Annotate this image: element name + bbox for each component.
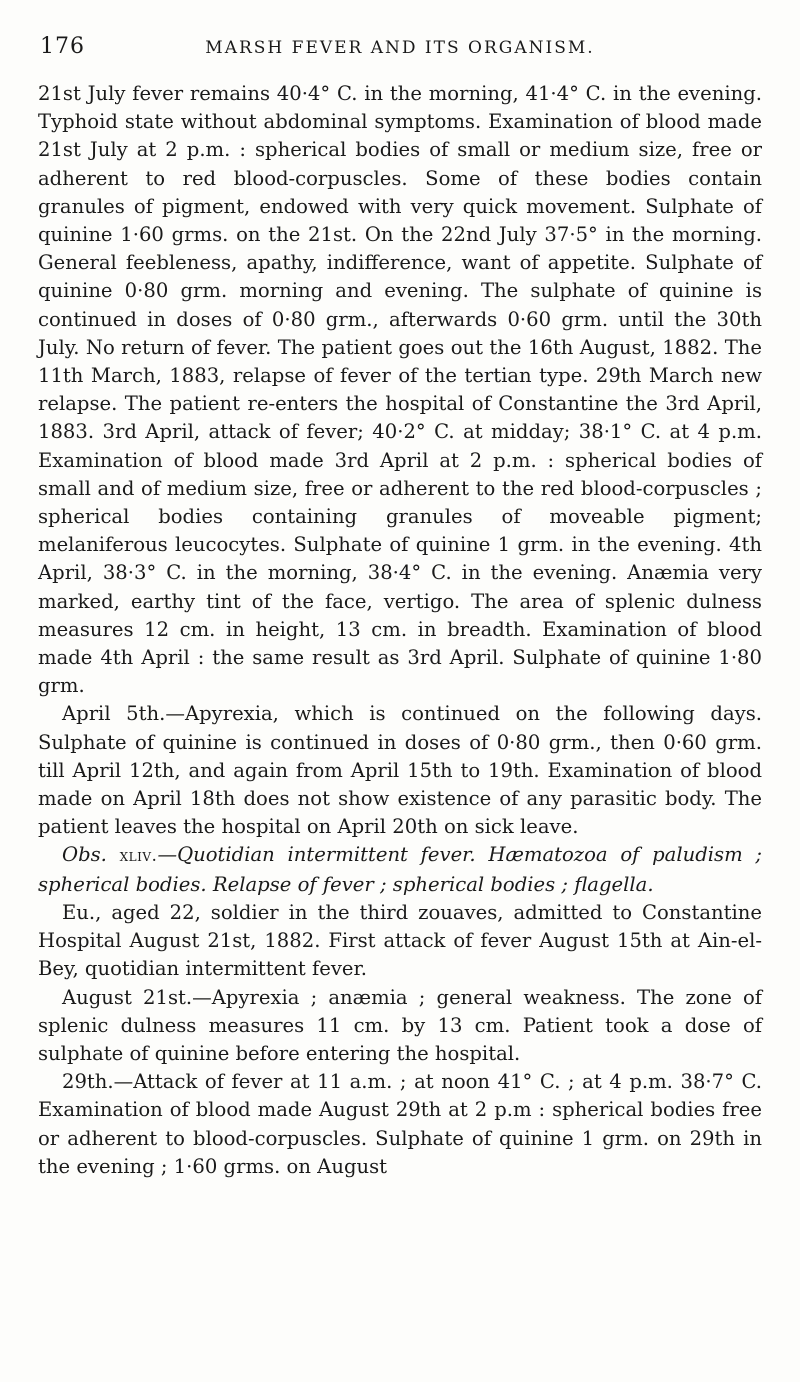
obs-title: —Quotidian intermittent fever. Hæmatozoa of paludism ; spherical bodies. Relapse of fever ; spherical bodies ; flagella. — [38, 843, 763, 896]
obs-number: xliv. — [119, 846, 158, 867]
page-header — [40, 34, 760, 64]
paragraph-april-5th: April 5th.—Apyrexia, which is continued on the following days. Sulphate of quinine is continued in doses of 0·80 grm., then 0·60 grm. till April 12th, and again from April 15th to 19th. Examination of blood made on April 18th does not show existence of any parasitic body. The patient leaves the hospital on April 20th on sick leave. — [38, 702, 762, 839]
paragraph-29th: 29th.—Attack of fever at 11 a.m. ; at noon 41° C. ; at 4 p.m. 38·7° C. Examination of blood made August 29th at 2 p.m : spherical bodies free or adherent to blood-corpuscles. Sulphate of quinine 1 grm. on 29th in the evening ; 1·60 grms. on August — [38, 1070, 762, 1178]
running-title: MARSH FEVER AND ITS ORGANISM. — [205, 38, 595, 58]
paragraph-patient-intro: Eu., aged 22, soldier in the third zouaves, admitted to Constantine Hospital August 21st, 1882. First attack of fever August 15th at Ain-el-Bey, quotidian intermittent fever. — [38, 900, 762, 981]
paragraph-august-21st: August 21st.—Apyrexia ; anæmia ; general weakness. The zone of splenic dulness measures 11 cm. by 13 cm. Patient took a dose of sulphate of quinine before entering the hospital. — [38, 985, 762, 1065]
paragraph-case-continuation: 21st July fever remains 40·4° C. in the morning, 41·4° C. in the evening. Typhoid state without abdominal symptoms. Examination of blood made 21st July at 2 p.m. : spherical bodies of small or medium size, free or adherent to red blood-corpuscles. Some of these bodies contain granules of pigment, endowed with very quick movement. Sulphate of quinine 1·60 grms. on the 21st. On the 22nd July 37·5° in the morning. General feebleness, apathy, indifference, want of appetite. Sulphate of quinine 0·80 grm. morning and evening. The sulphate of quinine is continued in doses of 0·80 grm., afterwards 0·60 grm. until the 30th July. No return of fever. The patient goes out the 16th August, 1882. The 11th March, 1883, relapse of fever of the tertian type. 29th March new relapse. The patient re-enters the hospital of Constantine the 3rd April, 1883. 3rd April, attack of fever; 40·2° C. at midday; 38·1° C. at 4 p.m. Examination of blood made 3rd April at 2 p.m. : spherical bodies of small and of medium size, free or adherent to the red blood-corpuscles ; spherical bodies containing granules of moveable pigment; melaniferous leucocytes. Sulphate of quinine 1 grm. in the evening. 4th April, 38·3° C. in the morning, 38·4° C. in the evening. Anæmia very marked, earthy tint of the face, vertigo. The area of splenic dulness measures 12 cm. in height, 13 cm. in breadth. Examination of blood made 4th April : the same result as 3rd April. Sulphate of quinine 1·80 grm. — [38, 82, 762, 698]
obs-label: Obs. — [62, 843, 107, 867]
page-number: 176 — [40, 34, 85, 59]
body-text — [38, 80, 762, 1181]
observation-heading — [38, 841, 762, 898]
